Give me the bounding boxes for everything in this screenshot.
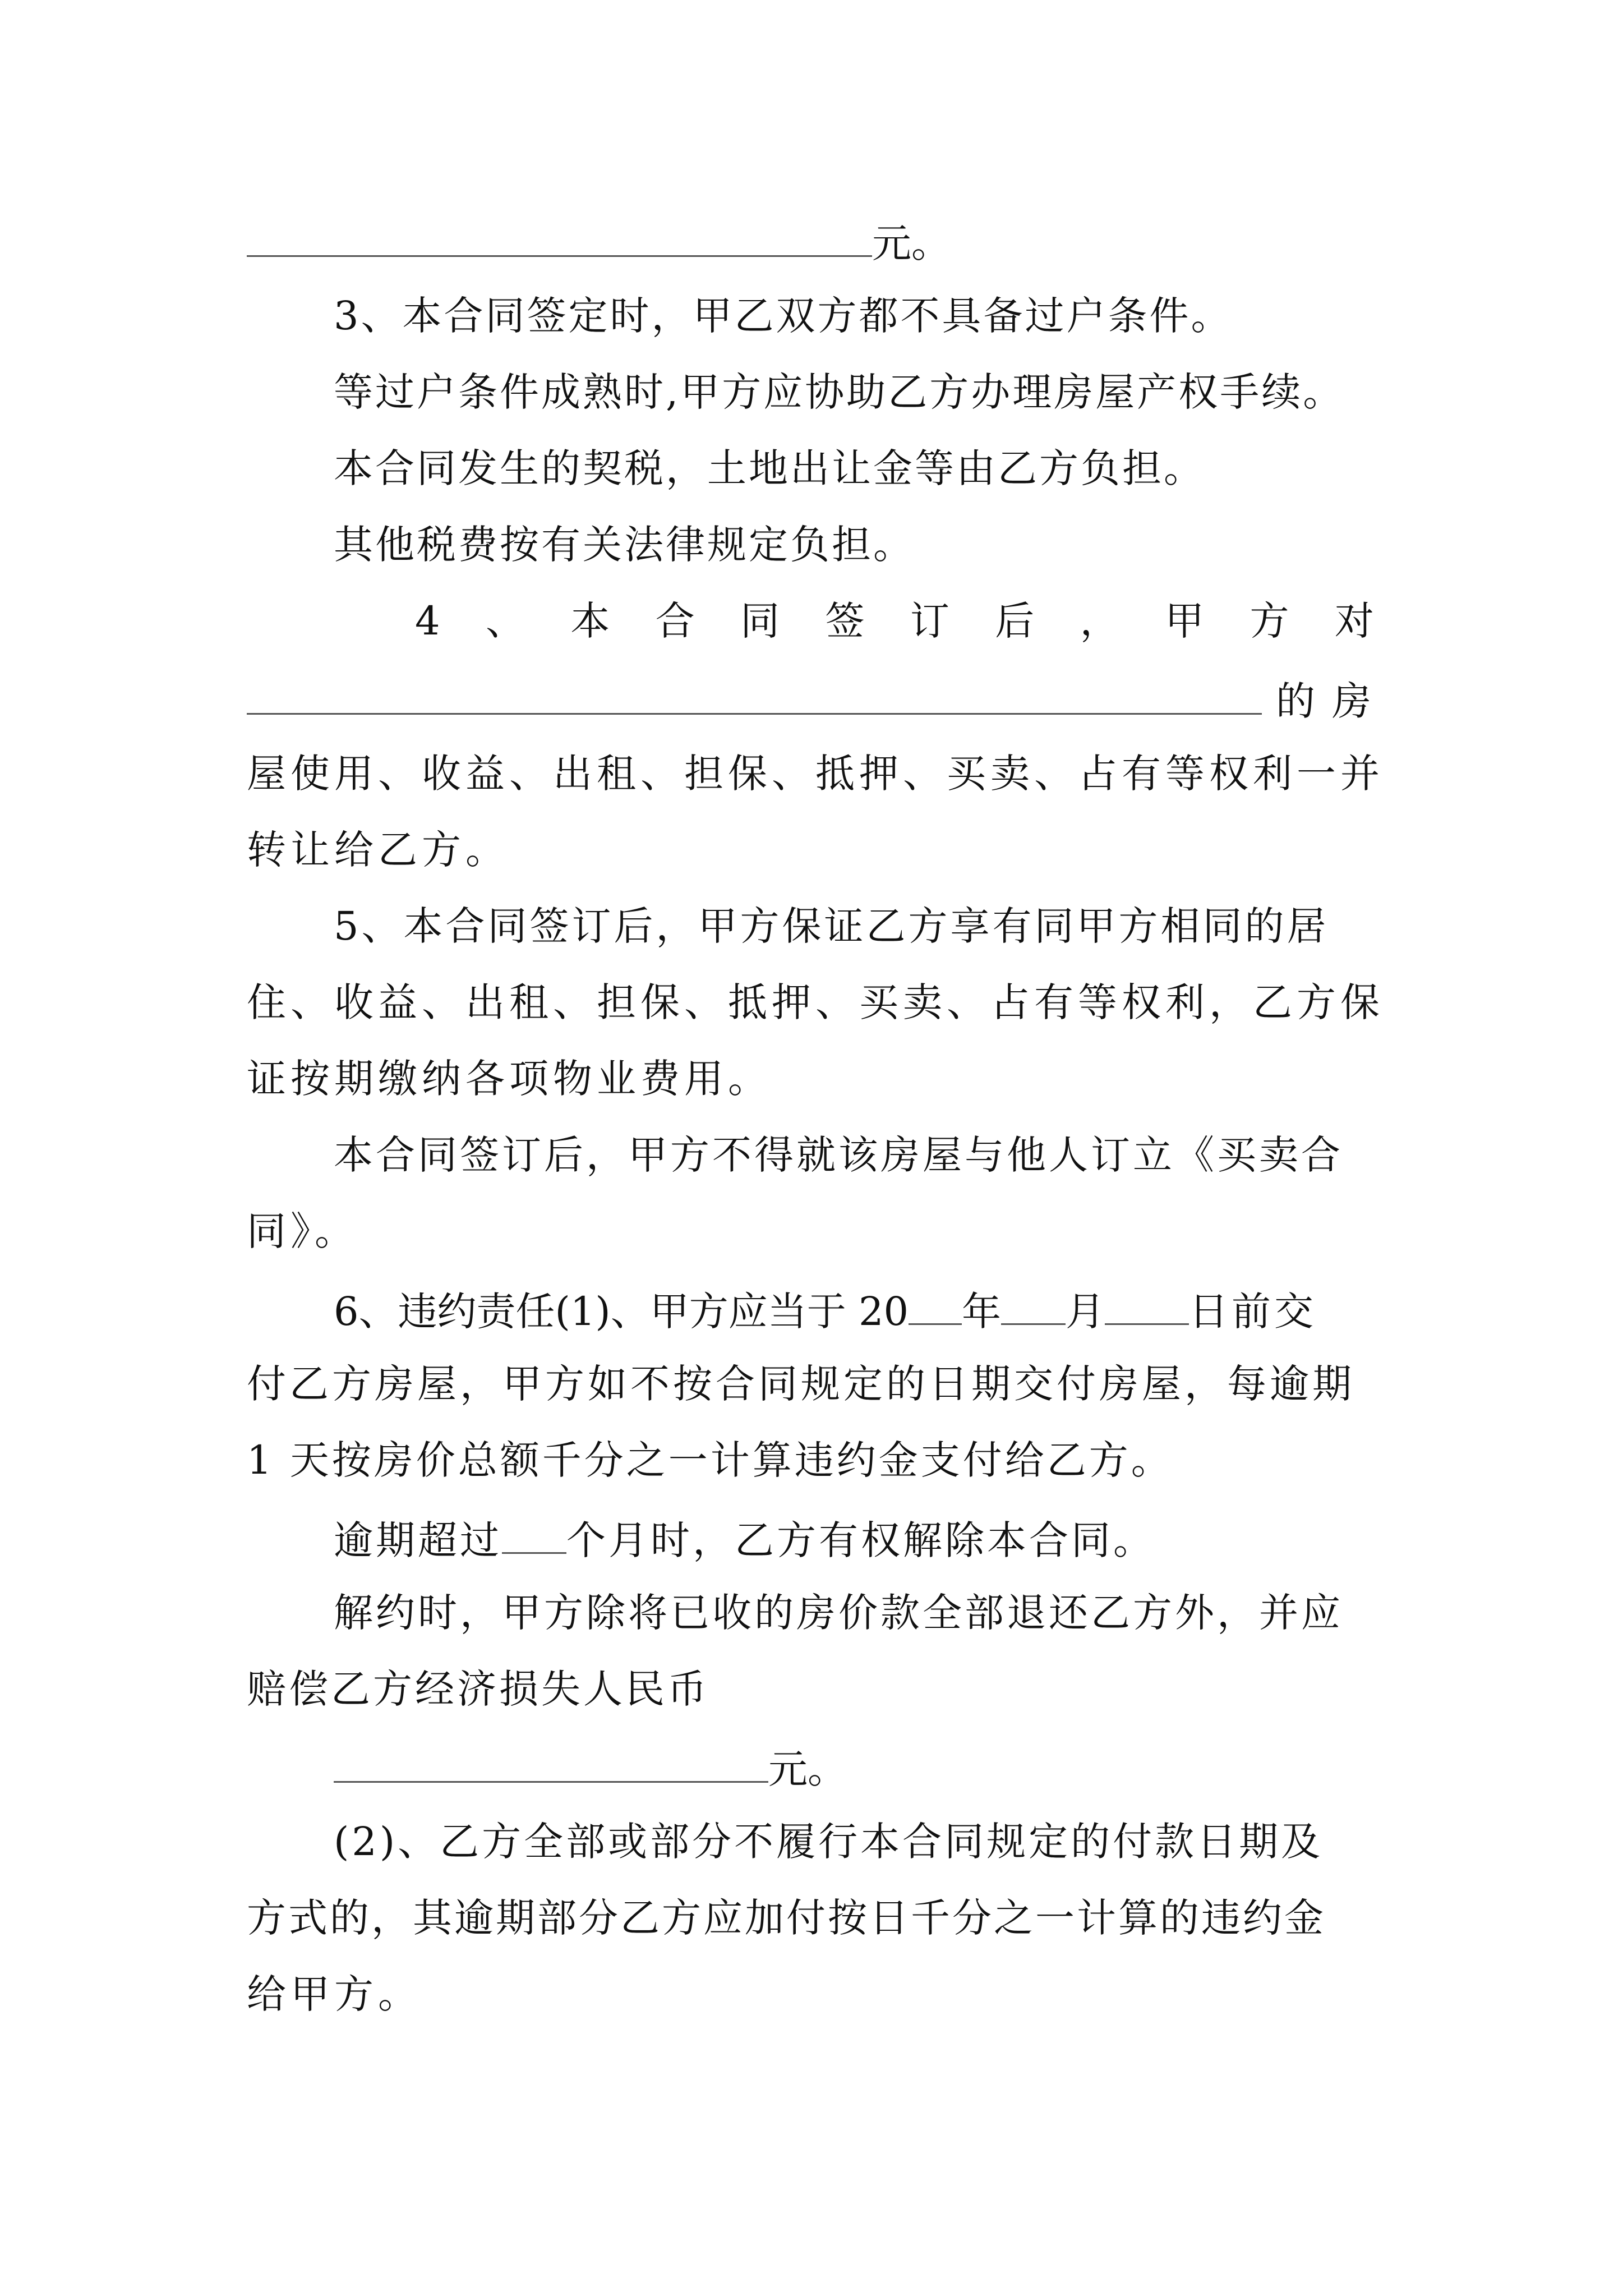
text-char: 本 [570,598,610,644]
clause-6-line-2: 付乙方房屋，甲方如不按合同规定的日期交付房屋，每逾期 [247,1361,1355,1407]
clause-4-line-1 [415,598,1374,644]
clause-6-line-3: 1 天按房价总额千分之一计算违约金支付给乙方。 [247,1437,1173,1483]
clause-3-line-4: 其他税费按有关法律规定负担。 [334,522,915,568]
clause-3-line-3: 本合同发生的契税，土地出让金等由乙方负担。 [334,445,1205,491]
text-segment: 月 [1066,1289,1105,1335]
clause-5-line-3: 证按期缴纳各项物业费用。 [247,1056,772,1102]
amount-line-2 [334,1746,847,1792]
text-char: 同 [740,598,780,644]
text-segment: 的房 [1276,678,1388,724]
clause-6-line-4 [334,1517,1155,1563]
text-char: 方 [1249,598,1289,644]
text-segment: 6、违约责任(1)、甲方应当于 20 [334,1289,909,1335]
text-char: 甲 [1165,598,1205,644]
clause-5-line-2: 住、收益、出租、担保、抵押、买卖、占有等权利，乙方保 [247,979,1384,1025]
blank-year [909,1288,962,1325]
text-segment: 元。 [768,1746,847,1792]
clause-5-line-1: 5、本合同签订后，甲方保证乙方享有同甲方相同的居 [334,903,1329,949]
blank-field [247,220,872,257]
text-char: 订 [910,598,949,644]
text-char: 后 [995,598,1035,644]
clause-4-line-2 [247,678,1388,724]
text-char: 对 [1334,598,1374,644]
blank-month [1001,1288,1066,1325]
text-char: 、 [485,598,525,644]
clause-5-line-5: 同》。 [247,1208,358,1254]
amount-line-1 [247,220,951,266]
text-segment: 个月时，乙方有权解除本合同。 [566,1517,1155,1563]
clause-3-line-1: 3、本合同签定时，甲乙双方都不具备过户条件。 [334,293,1233,339]
clause-6-line-1 [334,1288,1317,1335]
text-char: ， [1080,598,1119,644]
text-char: 4 [415,598,440,644]
text-char: 签 [825,598,865,644]
text-char: 合 [655,598,695,644]
clause-5-line-4: 本合同签订后，甲方不得就该房屋与他人订立《买卖合 [334,1132,1343,1178]
text-segment: 年 [962,1289,1002,1335]
text-segment: 逾期超过 [334,1517,502,1563]
blank-field [247,678,1262,715]
text-segment: 日前交 [1189,1289,1317,1335]
clause-4-line-3: 屋使用、收益、出租、担保、抵押、买卖、占有等权利一并 [247,751,1384,797]
clause-6-2-line-2: 方式的，其逾期部分乙方应加付按日千分之一计算的违约金 [247,1895,1326,1941]
text-segment: 元。 [872,220,951,266]
clause-4-line-4: 转让给乙方。 [247,827,509,873]
blank-day [1105,1288,1189,1325]
clause-6-line-5: 解约时，甲方除将已收的房价款全部退还乙方外，并应 [334,1590,1343,1636]
clause-3-line-2: 等过户条件成熟时,甲方应协助乙方办理房屋产权手续。 [334,369,1345,415]
blank-months [502,1517,566,1554]
clause-6-line-6: 赔偿乙方经济损失人民币 [247,1666,709,1712]
clause-6-2-line-1: (2)、乙方全部或部分不履行本合同规定的付款日期及 [334,1819,1324,1865]
clause-6-2-line-3: 给甲方。 [247,1971,422,2017]
blank-field [334,1746,768,1783]
